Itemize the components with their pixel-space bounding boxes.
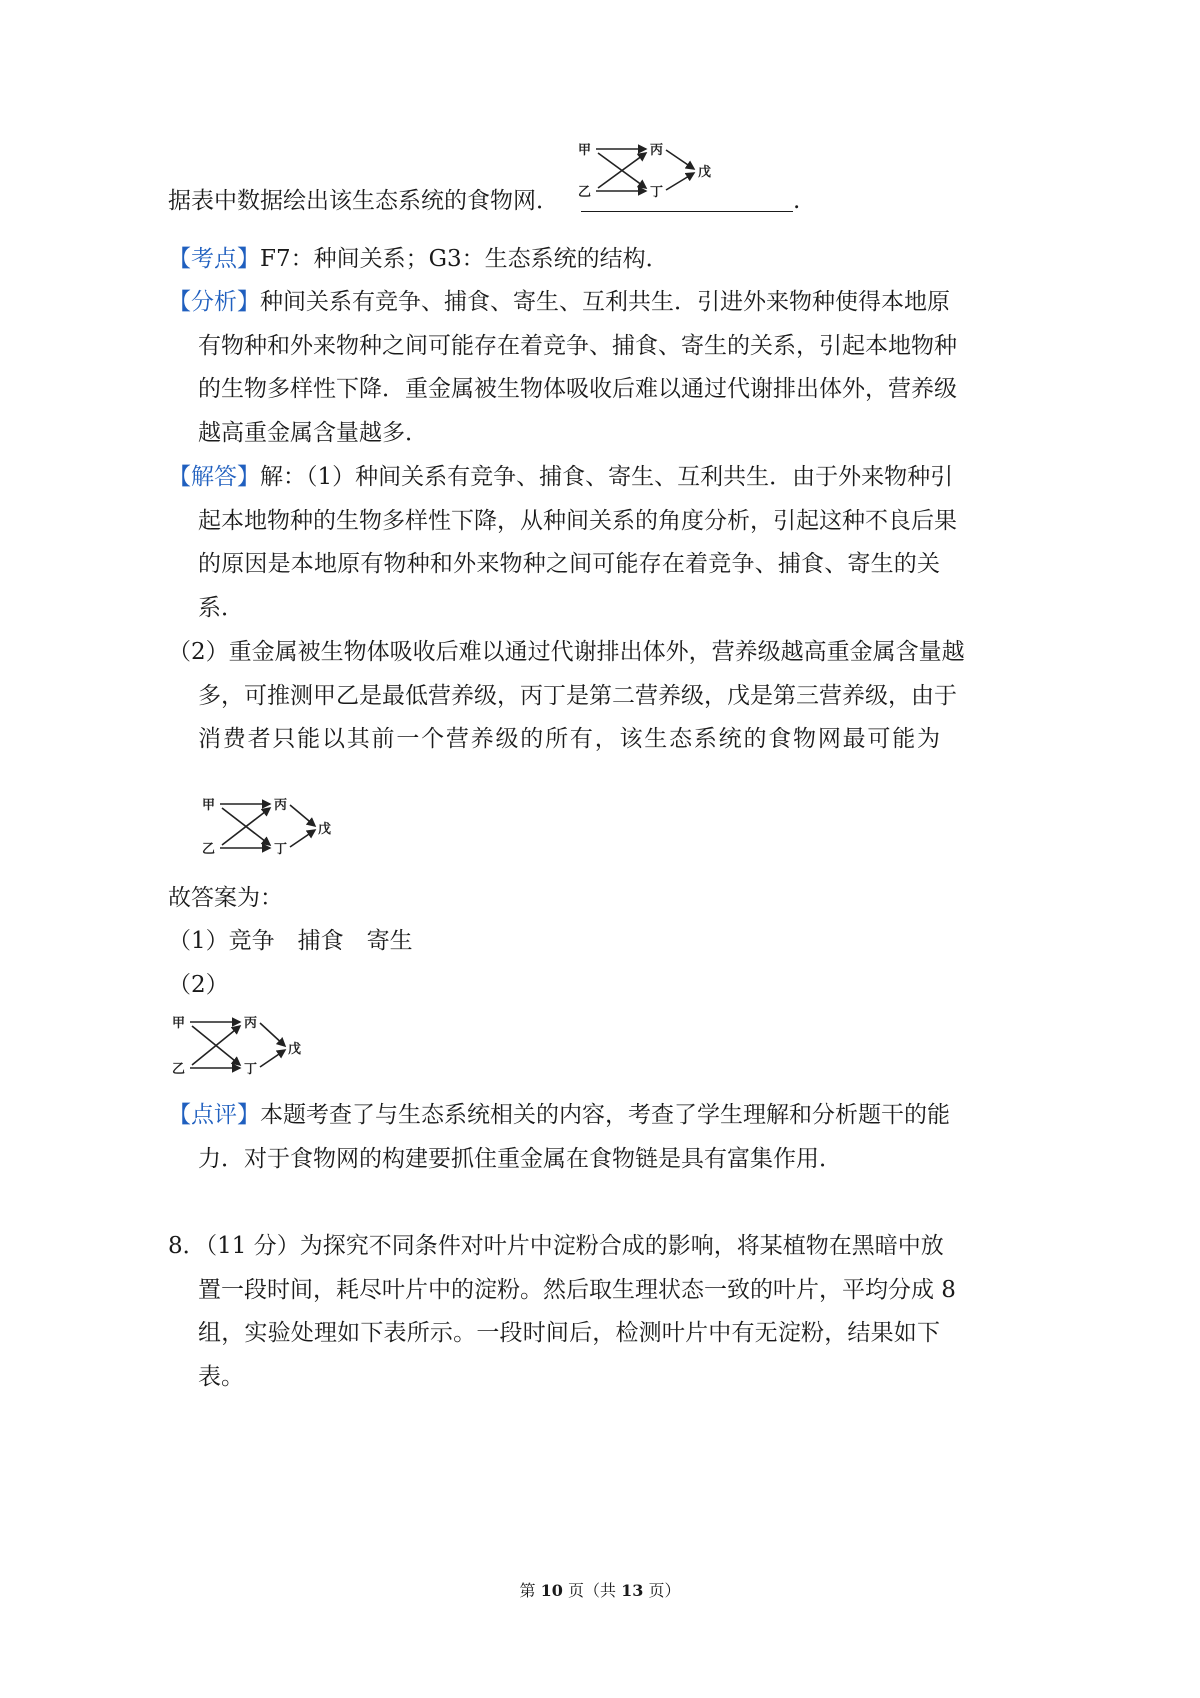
footer-mid: 页（共	[567, 1581, 616, 1600]
q8-line-2: 置一段时间，耗尽叶片中的淀粉。然后取生理状态一致的叶片，平均分成 8	[198, 1277, 956, 1303]
fenxi-text-1: 种间关系有竞争、捕食、寄生、互利共生．引进外来物种使得本地原	[260, 289, 950, 315]
kaodian-tag: 【考点】	[168, 246, 260, 272]
footer-page-number: 10	[540, 1581, 563, 1600]
footer-total-pages: 13	[621, 1581, 644, 1600]
answer-item-1: （1）竞争 捕食 寄生	[168, 928, 413, 954]
node-ding: 丁	[274, 842, 288, 857]
jieda-part2-line-1: （2）重金属被生物体吸收后难以通过代谢排出体外，营养级越高重金属含量越	[168, 639, 965, 665]
jieda-text-1: 解：（1）种间关系有竞争、捕食、寄生、互利共生．由于外来物种引	[260, 464, 954, 490]
node-bing: 丙	[650, 143, 664, 158]
node-bing: 丙	[244, 1016, 258, 1031]
node-bing: 丙	[274, 798, 288, 813]
kaodian-line	[168, 244, 669, 274]
node-ding: 丁	[650, 185, 664, 200]
dianping-line-2: 力．对于食物网的构建要抓住重金属在食物链是具有富集作用．	[198, 1146, 842, 1172]
end-mark: .	[793, 188, 801, 214]
food-web-diagram-answer	[198, 793, 358, 859]
node-ding: 丁	[244, 1062, 258, 1077]
node-yi: 乙	[202, 842, 216, 857]
jieda-line-2: 起本地物种的生物多样性下降，从种间关系的角度分析，引起这种不良后果	[198, 508, 957, 534]
answer-item-2: （2）	[168, 972, 229, 998]
node-jia: 甲	[578, 143, 592, 158]
fenxi-tag: 【分析】	[168, 289, 260, 315]
q8-line-3: 组，实验处理如下表所示。一段时间后，检测叶片中有无淀粉，结果如下	[198, 1320, 940, 1346]
q8-line-1: 8．（11 分）为探究不同条件对叶片中淀粉合成的影响，将某植物在黑暗中放	[168, 1233, 944, 1259]
fenxi-line-1	[168, 287, 950, 317]
node-jia: 甲	[202, 798, 216, 813]
dianping-text-1: 本题考查了与生态系统相关的内容，考查了学生理解和分析题干的能	[260, 1102, 950, 1128]
jieda-part2-line-3: 消费者只能以其前一个营养级的所有，该生态系统的食物网最可能为	[198, 726, 940, 752]
food-web-diagram-final	[168, 1011, 328, 1081]
node-wu: 戊	[288, 1042, 302, 1057]
jieda-line-3: 的原因是本地原有物种和外来物种之间可能存在着竞争、捕食、寄生的关	[198, 551, 940, 577]
node-yi: 乙	[172, 1062, 186, 1077]
footer-suffix: 页）	[648, 1581, 681, 1600]
fenxi-line-2: 有物种和外来物种之间可能存在着竞争、捕食、寄生的关系，引起本地物种	[198, 333, 957, 359]
food-web-diagram-top	[574, 138, 734, 202]
dianping-line-1	[168, 1100, 950, 1130]
node-yi: 乙	[578, 185, 592, 200]
node-wu: 戊	[318, 822, 332, 837]
fenxi-line-4: 越高重金属含量越多．	[198, 420, 428, 446]
page-footer	[0, 1578, 1200, 1601]
dianping-tag: 【点评】	[168, 1102, 260, 1128]
node-wu: 戊	[698, 165, 712, 180]
fenxi-line-3: 的生物多样性下降．重金属被生物体吸收后难以通过代谢排出体外，营养级	[198, 376, 957, 402]
footer-prefix: 第	[519, 1581, 536, 1600]
jieda-part2-line-2: 多，可推测甲乙是最低营养级，丙丁是第二营养级，戊是第三营养级，由于	[198, 683, 957, 709]
question-text: 据表中数据绘出该生态系统的食物网．	[168, 188, 559, 214]
jieda-line-4: 系．	[198, 595, 244, 621]
q8-line-4: 表。	[198, 1364, 244, 1390]
node-jia: 甲	[172, 1016, 186, 1031]
answer-intro: 故答案为：	[168, 885, 283, 911]
jieda-tag: 【解答】	[168, 464, 260, 490]
jieda-line-1	[168, 462, 953, 492]
kaodian-text: F7：种间关系；G3：生态系统的结构．	[260, 246, 669, 272]
